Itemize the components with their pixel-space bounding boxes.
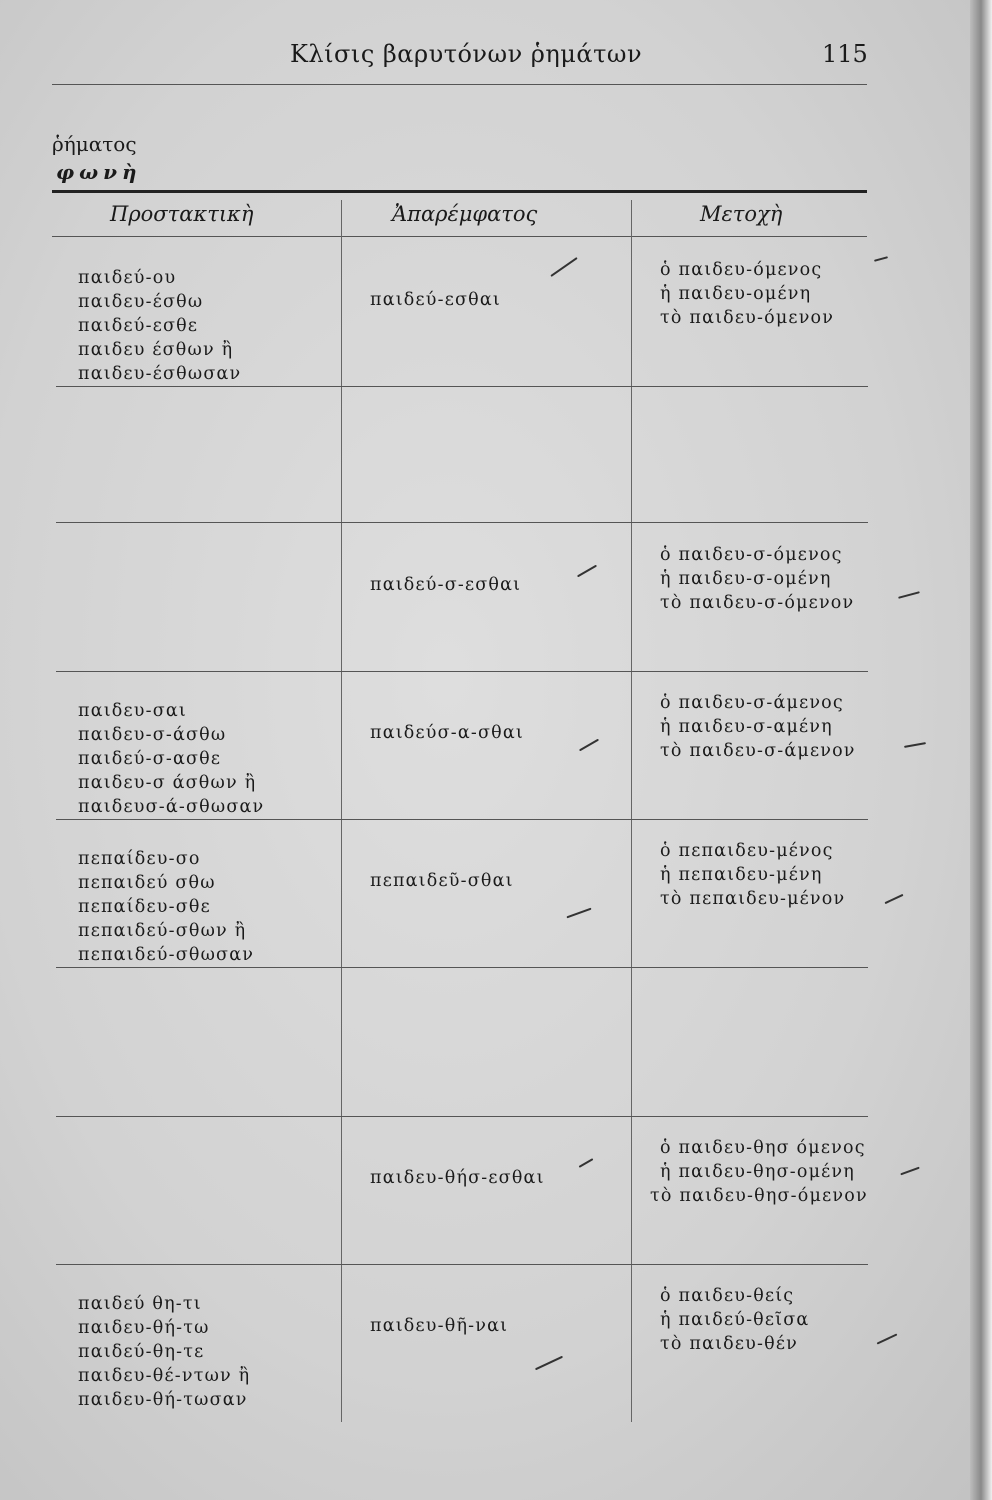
row-separator [56,819,868,820]
pencil-mark [874,256,888,262]
column-divider-1 [341,200,342,1422]
pencil-mark [900,1167,919,1176]
infinitive-form: παιδευ-θῆ-ναι [370,1316,509,1336]
row-separator [56,671,868,672]
imperative-form: παιδευ-θή-τωσαν [78,1390,248,1410]
row-separator [56,1264,868,1265]
imperative-form: παιδεύ-θη-τε [78,1342,205,1362]
pencil-mark [550,257,577,277]
pencil-mark [885,894,904,904]
imperative-form: πεπαιδεύ-σθων ἢ [78,921,247,941]
imperative-form: πεπαιδεύ-σθωσαν [78,945,255,965]
column-header-participle: Μετοχὴ [700,202,783,226]
pencil-mark [535,1356,563,1370]
row-separator [56,1116,868,1117]
pencil-mark [898,591,920,599]
row-separator [56,522,868,523]
imperative-form: πεπαιδεύ σθω [78,873,216,893]
participle-form: τὸ παιδευ-όμενον [660,308,835,328]
infinitive-form: παιδευ-θήσ-εσθαι [370,1168,545,1188]
subheading-line-2: φωνὴ [56,160,142,184]
imperative-form: παιδευ-έσθωσαν [78,364,242,384]
infinitive-form: παιδεύσ-α-σθαι [370,723,524,743]
infinitive-form: πεπαιδεῦ-σθαι [370,871,514,891]
participle-form: τὸ πεπαιδευ-μένον [660,889,846,909]
pencil-mark [877,1333,898,1344]
participle-form: ὁ παιδευ-όμενος [660,260,823,280]
participle-form: ὁ παιδευ-θείς [660,1286,795,1306]
subheading-line-1: ῥήματος [52,132,137,156]
page-number: 115 [822,40,868,68]
column-header-infinitive: Ἀπαρέμφατος [392,202,538,226]
participle-form: ὁ πεπαιδευ-μένος [660,841,834,861]
imperative-form: παιδεύ-σ-ασθε [78,749,222,769]
imperative-form: παιδευ-θή-τω [78,1318,210,1338]
participle-form: τὸ παιδευ-θέν [660,1334,798,1354]
running-title: Κλίσις βαρυτόνων ῥημάτων [290,40,643,68]
participle-form: ὁ παιδευ-θησ όμενος [660,1138,866,1158]
imperative-form: παιδευ έσθων ἢ [78,340,234,360]
imperative-form: παιδευ-σαι [78,701,187,721]
pencil-mark [579,739,599,752]
participle-form: ἡ παιδευ-θησ-ομένη [660,1162,855,1182]
participle-form: ὁ παιδευ-σ-άμενος [660,693,844,713]
column-divider-2 [631,200,632,1422]
imperative-form: πεπαίδευ-σο [78,849,201,869]
row-separator [56,967,868,968]
pencil-mark [579,1158,594,1168]
imperative-form: παιδεύ-εσθε [78,316,199,336]
participle-form: ἡ παιδεύ-θεῖσα [660,1310,810,1330]
imperative-form: παιδευ-σ άσθων ἢ [78,773,257,793]
imperative-form: παιδευσ-ά-σθωσαν [78,797,265,817]
participle-form: ἡ παιδευ-σ-ομένη [660,569,832,589]
pencil-mark [577,565,597,578]
header-rule [52,84,867,85]
imperative-form: παιδεύ-ου [78,268,177,288]
column-header-imperative: Προστακτικὴ [110,202,254,226]
pencil-mark [566,908,591,919]
participle-form: ἡ πεπαιδευ-μένη [660,865,823,885]
row-separator [56,386,868,387]
participle-form: τὸ παιδευ-σ-όμενον [660,593,855,613]
participle-form: ὁ παιδευ-σ-όμενος [660,545,843,565]
imperative-form: παιδευ-έσθω [78,292,204,312]
imperative-form: παιδεύ θη-τι [78,1294,202,1314]
imperative-form: πεπαίδευ-σθε [78,897,211,917]
participle-form: τὸ παιδευ-σ-άμενον [660,741,856,761]
column-header-rule [52,236,867,237]
imperative-form: παιδευ-θέ-ντων ἢ [78,1366,251,1386]
imperative-form: παιδευ-σ-άσθω [78,725,227,745]
participle-form: ἡ παιδευ-σ-αμένη [660,717,833,737]
table-top-rule [52,190,867,193]
pencil-mark [904,742,926,748]
infinitive-form: παιδεύ-εσθαι [370,290,501,310]
participle-form: ἡ παιδευ-ομένη [660,284,812,304]
infinitive-form: παιδεύ-σ-εσθαι [370,575,522,595]
page-edge [970,0,992,1500]
participle-form: τὸ παιδευ-θησ-όμενον [650,1186,868,1206]
